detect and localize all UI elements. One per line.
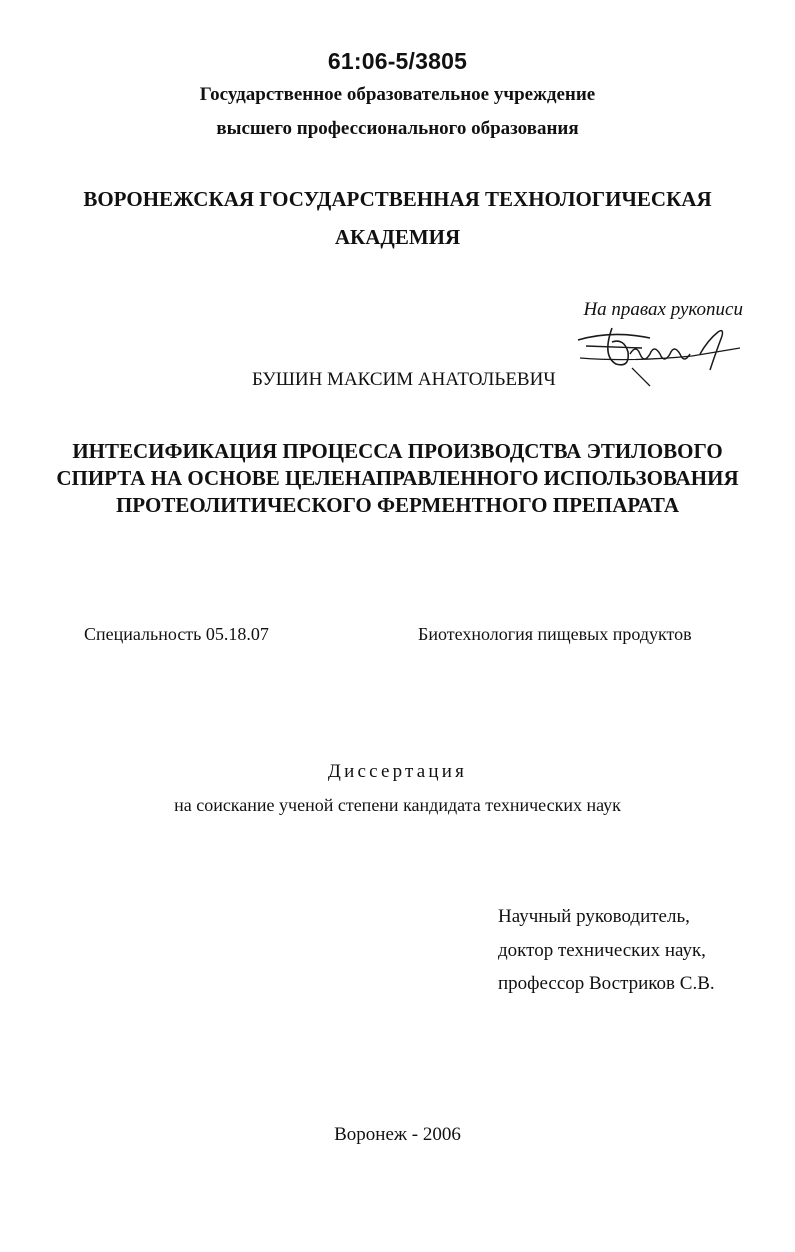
degree-line: на соискание ученой степени кандидата технических наук	[174, 795, 621, 815]
supervisor-role: Научный руководитель,	[498, 906, 690, 927]
handwritten-signature	[572, 318, 744, 390]
specialty-code: Специальность 05.18.07	[84, 624, 269, 644]
catalog-stamp: 61:06-5/3805	[327, 48, 468, 74]
work-type: Диссертация	[327, 761, 468, 782]
title-line: СПИРТА НА ОСНОВЕ ЦЕЛЕНАПРАВЛЕННОГО ИСПОЛЬЗОВАНИЯ	[56, 466, 739, 490]
academy-name-line-1: ВОРОНЕЖСКАЯ ГОСУДАРСТВЕННАЯ ТЕХНОЛОГИЧЕСКАЯ	[83, 187, 712, 211]
supervisor-name: профессор Востриков С.В.	[498, 973, 715, 994]
dissertation-title	[0, 438, 795, 519]
title-line: ИНТЕСИФИКАЦИЯ ПРОЦЕССА ПРОИЗВОДСТВА ЭТИЛОВОГО	[72, 439, 723, 463]
specialty-name: Биотехнология пищевых продуктов	[418, 624, 692, 644]
supervisor-degree: доктор технических наук,	[498, 940, 706, 961]
academy-name-line-2: АКАДЕМИЯ	[334, 225, 461, 249]
title-line: ПРОТЕОЛИТИЧЕСКОГО ФЕРМЕНТНОГО ПРЕПАРАТА	[115, 493, 680, 517]
city-year: Воронеж - 2006	[334, 1124, 461, 1145]
institution-line-2: высшего профессионального образования	[216, 118, 579, 139]
institution-line-1: Государственное образовательное учреждение	[199, 84, 596, 105]
author-name: БУШИН МАКСИМ АНАТОЛЬЕВИЧ	[252, 369, 556, 390]
manuscript-rights-note: На правах рукописи	[583, 299, 743, 320]
